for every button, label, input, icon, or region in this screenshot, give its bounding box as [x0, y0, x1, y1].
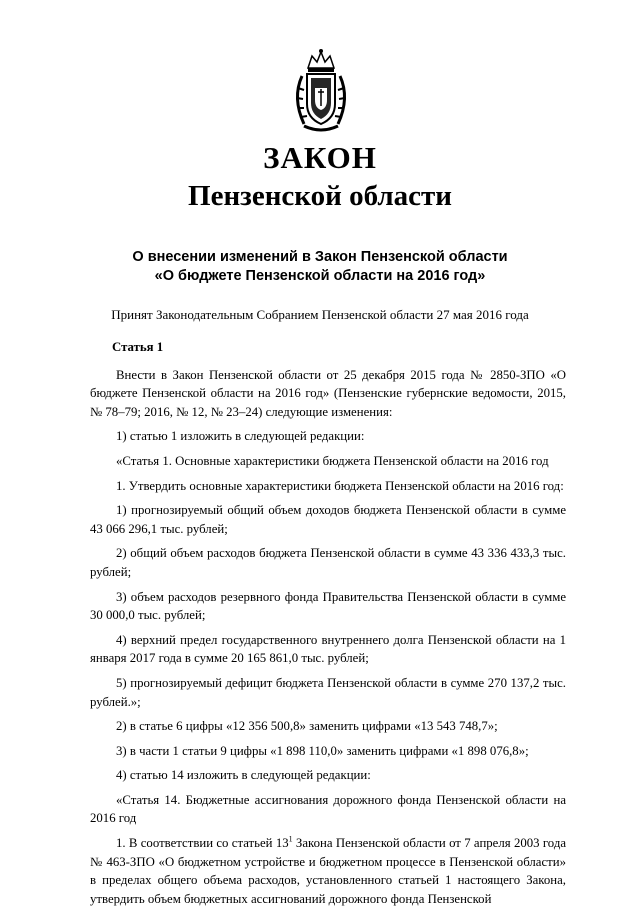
adoption-note: Принят Законодательным Собранием Пензенской области 27 мая 2016 года — [111, 307, 529, 322]
part-1-item-5: 5) прогнозируемый дефицит бюджета Пензенской области в сумме 270 137,2 тыс. рублей.»; — [90, 675, 566, 709]
article-reference-superscript: 1 — [288, 834, 293, 844]
article-intro: Внести в Закон Пензенской области от 25 декабря 2015 года № 2850-ЗПО «О бюджете Пензенской области на 2016 год» (Пензенские губернские ведомости, 2015, № 78–79; 2016, № 12, № 23–24) следующие изменения: — [90, 367, 566, 419]
part-1: 1. Утвердить основные характеристики бюджета Пензенской области на 2016 год: — [116, 478, 564, 493]
item-3: 3) в части 1 статьи 9 цифры «1 898 110,0» заменить цифрами «1 898 076,8»; — [116, 743, 529, 758]
part-1-item-4: 4) верхний предел государственного внутреннего долга Пензенской области на 1 января 2017 года в сумме 20 165 861,0 тыс. рублей; — [90, 632, 566, 666]
document-body — [90, 338, 566, 908]
part-1-item-3: 3) объем расходов резервного фонда Правительства Пензенской области в сумме 30 000,0 тыс. рублей; — [90, 589, 566, 623]
article-14-part-1-rest: Закона Пензенской области от 7 апреля 2003 года № 463-ЗПО «О бюджетном устройстве и бюджетном процессе в Пензенской области» в пределах общего объема расходов, установленного статьей 1 настоящего Закона, утвердить объем бюджетных ассигнований дорожного фонда Пензенской — [90, 836, 567, 906]
article-14-part-1-start: 1. В соответствии со статьей 13 — [116, 836, 289, 851]
quote-article-1-title: «Статья 1. Основные характеристики бюджета Пензенской области на 2016 год — [116, 453, 549, 468]
document-title: ЗАКОН — [263, 140, 377, 175]
article-heading: Статья 1 — [112, 340, 164, 354]
item-1: 1) статью 1 изложить в следующей редакции: — [116, 429, 365, 444]
coat-of-arms-icon — [290, 48, 352, 134]
quote-article-14-title: «Статья 14. Бюджетные ассигнования дорожного фонда Пензенской области на 2016 год — [90, 792, 566, 826]
article-14-part-1 — [90, 834, 566, 908]
subject-line-2: «О бюджете Пензенской области на 2016 год» — [154, 268, 486, 284]
part-1-item-1: 1) прогнозируемый общий объем доходов бюджета Пензенской области в сумме 43 066 296,1 тыс. рублей; — [90, 503, 566, 536]
subject-line-1: О внесении изменений в Закон Пензенской области — [132, 249, 508, 265]
part-1-item-2: 2) общий объем расходов бюджета Пензенской области в сумме 43 336 433,3 тыс. рублей; — [90, 546, 566, 579]
item-2: 2) в статье 6 цифры «12 356 500,8» заменить цифрами «13 543 748,7»; — [116, 719, 498, 734]
item-4: 4) статью 14 изложить в следующей редакции: — [116, 768, 371, 783]
document-region: Пензенской области — [188, 180, 452, 212]
